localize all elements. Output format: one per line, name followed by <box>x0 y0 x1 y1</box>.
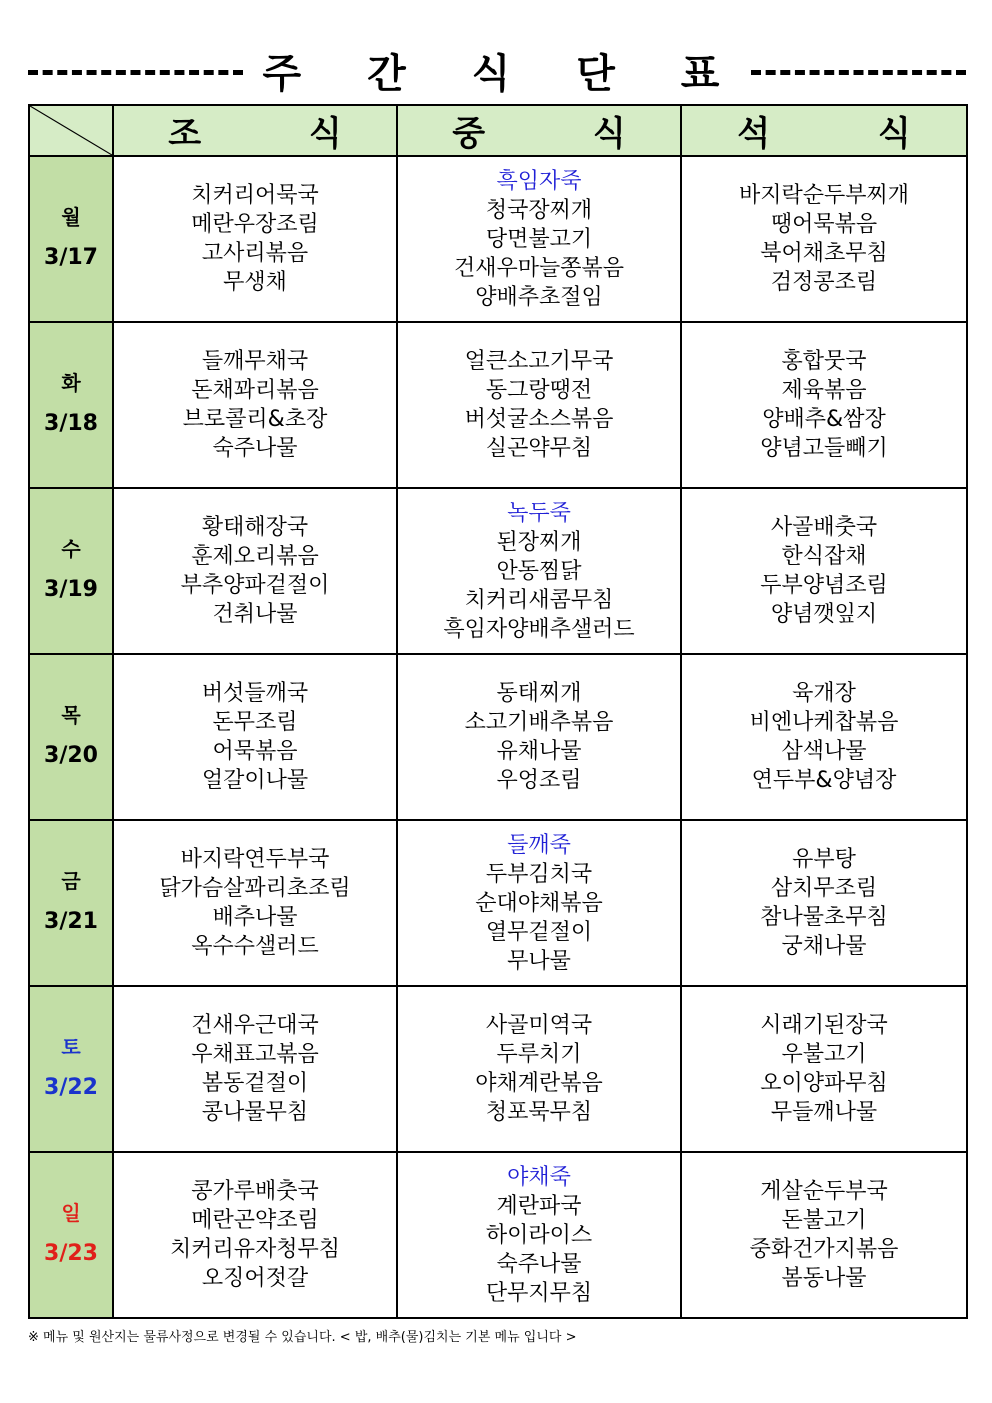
day-name: 월 <box>61 205 81 229</box>
menu-item: 땡어묵볶음 <box>770 212 878 237</box>
menu-item: 당면불고기 <box>485 226 593 252</box>
menu-item: 단무지무침 <box>485 1280 593 1306</box>
menu-item: 유부탕 <box>792 847 856 872</box>
header-lunch: 중 식 <box>397 105 681 156</box>
menu-item: 콩나물무침 <box>201 1100 309 1125</box>
menu-item: 봄동겉절이 <box>201 1071 309 1096</box>
menu-item: 동태찌개 <box>496 681 582 706</box>
lunch-cell <box>397 654 681 820</box>
menu-item: 숙주나물 <box>496 1251 582 1277</box>
day-cell <box>29 820 113 986</box>
day-date: 3/21 <box>44 909 98 934</box>
menu-item: 흑임자양배추샐러드 <box>443 616 635 642</box>
menu-item: 부추양파겉절이 <box>180 573 330 598</box>
day-name: 토 <box>61 1035 81 1059</box>
menu-item: 유채나물 <box>496 739 582 764</box>
dinner-cell <box>681 156 967 322</box>
porridge-item: 흑임자죽 <box>496 168 582 194</box>
menu-item: 우채표고볶음 <box>191 1042 319 1067</box>
menu-item: 동그랑땡전 <box>485 378 593 403</box>
menu-item: 바지락순두부찌개 <box>738 183 910 208</box>
porridge-item: 야채죽 <box>507 1164 571 1190</box>
menu-item: 들깨무채국 <box>201 349 309 374</box>
day-name: 금 <box>61 869 81 893</box>
menu-item: 계란파국 <box>496 1193 582 1219</box>
menu-item: 육개장 <box>792 681 856 706</box>
menu-item: 순대야채볶음 <box>475 890 603 916</box>
menu-item: 무들깨나물 <box>770 1100 878 1125</box>
dinner-cell <box>681 322 967 488</box>
menu-item: 오징어젓갈 <box>201 1266 309 1291</box>
day-row <box>29 820 967 986</box>
day-date: 3/22 <box>44 1075 98 1100</box>
day-cell <box>29 322 113 488</box>
menu-item: 양념고들빼기 <box>760 436 888 461</box>
header-row <box>29 105 967 156</box>
menu-item: 봄동나물 <box>781 1266 867 1291</box>
page-title: 주 간 식 단 표 <box>262 50 746 97</box>
lunch-cell <box>397 1152 681 1318</box>
breakfast-cell <box>113 654 397 820</box>
menu-item: 시래기된장국 <box>760 1013 888 1038</box>
breakfast-cell <box>113 820 397 986</box>
menu-item: 된장찌개 <box>496 529 582 555</box>
menu-item: 사골미역국 <box>485 1013 593 1038</box>
dinner-cell <box>681 654 967 820</box>
day-date: 3/19 <box>44 577 98 602</box>
menu-item: 치커리유자청무침 <box>169 1237 341 1262</box>
lunch-cell <box>397 156 681 322</box>
menu-item: 건새우근대국 <box>191 1013 319 1038</box>
menu-item: 콩가루배춧국 <box>191 1179 319 1204</box>
menu-item: 하이라이스 <box>485 1222 593 1248</box>
menu-item: 버섯굴소스볶음 <box>464 407 614 432</box>
menu-item: 황태해장국 <box>201 515 309 540</box>
header-dinner: 석 식 <box>681 105 967 156</box>
title-bar <box>28 40 966 100</box>
day-row <box>29 986 967 1152</box>
day-name: 목 <box>61 703 81 727</box>
lunch-cell <box>397 322 681 488</box>
menu-item: 무생채 <box>223 270 287 295</box>
menu-item: 숙주나물 <box>212 436 298 461</box>
menu-item: 삼색나물 <box>781 739 867 764</box>
dinner-cell <box>681 820 967 986</box>
menu-item: 궁채나물 <box>781 934 867 959</box>
breakfast-cell <box>113 156 397 322</box>
day-date: 3/17 <box>44 245 98 270</box>
weekly-menu-table <box>28 104 968 1319</box>
menu-item: 양배추초절임 <box>475 284 603 310</box>
menu-item: 북어채초무침 <box>760 241 888 266</box>
corner-cell <box>29 105 113 156</box>
menu-item: 제육볶음 <box>781 378 867 403</box>
menu-item: 오이양파무침 <box>760 1071 888 1096</box>
menu-item: 두부양념조림 <box>760 573 888 598</box>
menu-item: 돈무조림 <box>212 710 298 735</box>
menu-item: 치커리새콤무침 <box>464 587 614 613</box>
menu-item: 돈채꽈리볶음 <box>191 378 319 403</box>
menu-item: 돈불고기 <box>781 1208 867 1233</box>
menu-item: 건취나물 <box>212 602 298 627</box>
title-dash-left <box>28 70 243 75</box>
menu-item: 중화건가지볶음 <box>749 1237 899 1262</box>
menu-item: 사골배춧국 <box>770 515 878 540</box>
footnote: ※ 메뉴 및 원산지는 물류사정으로 변경될 수 있습니다. < 밥, 배추(물)김치는 기본 메뉴 입니다 > <box>28 1330 577 1345</box>
menu-item: 삼치무조림 <box>770 876 878 901</box>
menu-item: 안동찜닭 <box>496 558 582 584</box>
day-cell <box>29 654 113 820</box>
day-cell <box>29 986 113 1152</box>
lunch-cell <box>397 488 681 654</box>
lunch-cell <box>397 986 681 1152</box>
day-cell <box>29 488 113 654</box>
day-row <box>29 322 967 488</box>
breakfast-cell <box>113 322 397 488</box>
day-row <box>29 156 967 322</box>
menu-item: 소고기배추볶음 <box>464 710 614 735</box>
menu-item: 한식잡채 <box>781 544 867 569</box>
breakfast-cell <box>113 986 397 1152</box>
menu-item: 얼큰소고기무국 <box>464 349 614 374</box>
menu-item: 훈제오리볶음 <box>191 544 319 569</box>
menu-item: 홍합뭇국 <box>781 349 867 374</box>
day-date: 3/18 <box>44 411 98 436</box>
day-cell <box>29 1152 113 1318</box>
menu-item: 우엉조림 <box>496 768 582 793</box>
header-breakfast: 조 식 <box>113 105 397 156</box>
menu-item: 열무겉절이 <box>485 919 593 945</box>
day-name: 일 <box>61 1201 81 1225</box>
menu-item: 연두부&양념장 <box>751 768 897 793</box>
dinner-cell <box>681 1152 967 1318</box>
menu-item: 실곤약무침 <box>485 436 593 461</box>
menu-item: 우불고기 <box>781 1042 867 1067</box>
menu-item: 비엔나케찹볶음 <box>749 710 899 735</box>
menu-item: 양배추&쌈장 <box>762 407 886 432</box>
menu-item: 메란곤약조림 <box>191 1208 319 1233</box>
menu-item: 청포묵무침 <box>485 1100 593 1125</box>
menu-item: 검정콩조림 <box>770 270 878 295</box>
menu-item: 청국장찌개 <box>485 197 593 223</box>
menu-item: 게살순두부국 <box>760 1179 888 1204</box>
dinner-cell <box>681 986 967 1152</box>
menu-item: 어묵볶음 <box>212 739 298 764</box>
day-date: 3/23 <box>44 1241 98 1266</box>
porridge-item: 녹두죽 <box>507 500 571 526</box>
breakfast-cell <box>113 488 397 654</box>
menu-item: 고사리볶음 <box>201 241 309 266</box>
menu-item: 무나물 <box>507 948 571 974</box>
menu-item: 치커리어묵국 <box>191 183 319 208</box>
menu-item: 닭가슴살꽈리초조림 <box>159 876 351 901</box>
menu-item: 얼갈이나물 <box>201 768 309 793</box>
menu-item: 두부김치국 <box>485 861 593 887</box>
day-name: 화 <box>61 371 81 395</box>
breakfast-cell <box>113 1152 397 1318</box>
day-cell <box>29 156 113 322</box>
menu-item: 바지락연두부국 <box>180 847 330 872</box>
day-row <box>29 654 967 820</box>
menu-item: 메란우장조림 <box>191 212 319 237</box>
menu-item: 양념깻잎지 <box>770 602 878 627</box>
menu-item: 버섯들깨국 <box>201 681 309 706</box>
menu-item: 배추나물 <box>212 905 298 930</box>
lunch-cell <box>397 820 681 986</box>
menu-item: 옥수수샐러드 <box>191 934 319 959</box>
porridge-item: 들깨죽 <box>507 832 571 858</box>
menu-item: 야채계란볶음 <box>475 1071 603 1096</box>
day-row <box>29 488 967 654</box>
day-name: 수 <box>61 537 81 561</box>
dinner-cell <box>681 488 967 654</box>
menu-item: 브로콜리&초장 <box>182 407 328 432</box>
day-row <box>29 1152 967 1318</box>
menu-item: 두루치기 <box>496 1042 582 1067</box>
day-date: 3/20 <box>44 743 98 768</box>
menu-item: 건새우마늘쫑볶음 <box>453 255 625 281</box>
diagonal-line <box>30 106 112 155</box>
title-dash-right <box>751 70 966 75</box>
menu-item: 참나물초무침 <box>760 905 888 930</box>
